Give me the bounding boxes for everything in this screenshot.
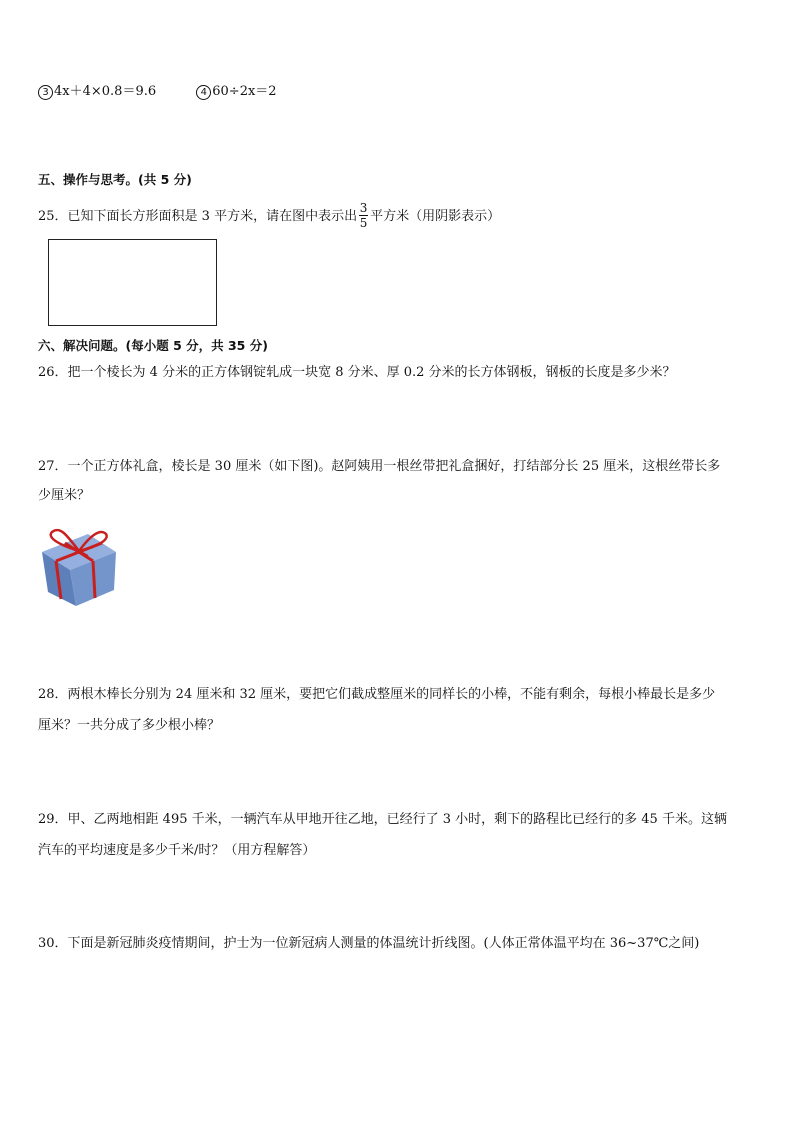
question-27-line-1: 27．一个正方体礼盒，棱长是 30 厘米（如下图)。赵阿姨用一根丝带把礼盒捆好，打结部分长 25 厘米，这根丝带长多 bbox=[38, 459, 721, 474]
fraction-numerator: 3 bbox=[359, 201, 368, 215]
question-25 bbox=[38, 203, 500, 230]
question-28-line-1: 28．两根木棒长分别为 24 厘米和 32 厘米，要把它们截成整厘米的同样长的小棒，不能有剩余，每根小棒最长是多少 bbox=[38, 687, 716, 702]
question-30: 30．下面是新冠肺炎疫情期间，护士为一位新冠病人测量的体温统计折线图。(人体正常体温平均在 36~37℃之间) bbox=[38, 936, 700, 951]
question-26: 26．把一个棱长为 4 分米的正方体钢锭轧成一块宽 8 分米、厚 0.2 分米的长方体钢板，钢板的长度是多少米？ bbox=[38, 365, 676, 380]
question-25-text: 25．已知下面长方形面积是 3 平方米，请在图中表示出 bbox=[38, 209, 358, 224]
question-25-text-end: 平方米（用阴影表示） bbox=[370, 209, 501, 224]
fraction-denominator: 5 bbox=[359, 216, 368, 230]
question-28-line-2: 厘米？一共分成了多少根小棒？ bbox=[38, 718, 221, 733]
fraction-three-fifths bbox=[359, 202, 368, 229]
equation-4-text: 60÷2x＝2 bbox=[212, 84, 277, 99]
equation-3-text: 4x＋4×0.8＝9.6 bbox=[54, 84, 157, 99]
area-rectangle bbox=[48, 239, 217, 326]
question-29-line-2: 汽车的平均速度是多少千米/时？（用方程解答） bbox=[38, 843, 316, 858]
section-5-heading: 五、操作与思考。(共 5 分) bbox=[38, 172, 192, 187]
question-29-line-1: 29．甲、乙两地相距 495 千米，一辆汽车从甲地开往乙地，已经行了 3 小时，剩下的路程比已经行的多 45 千米。这辆 bbox=[38, 812, 727, 827]
equation-row bbox=[38, 83, 277, 101]
ribbon-front-right bbox=[93, 561, 95, 598]
equation-4 bbox=[196, 84, 276, 99]
circled-number-4: 4 bbox=[196, 85, 211, 100]
question-27-line-2: 少厘米？ bbox=[38, 488, 91, 503]
section-6-heading: 六、解决问题。(每小题 5 分，共 35 分) bbox=[38, 338, 268, 353]
circled-number-3: 3 bbox=[38, 85, 53, 100]
gift-box-icon bbox=[36, 520, 120, 610]
equation-3 bbox=[38, 84, 160, 99]
